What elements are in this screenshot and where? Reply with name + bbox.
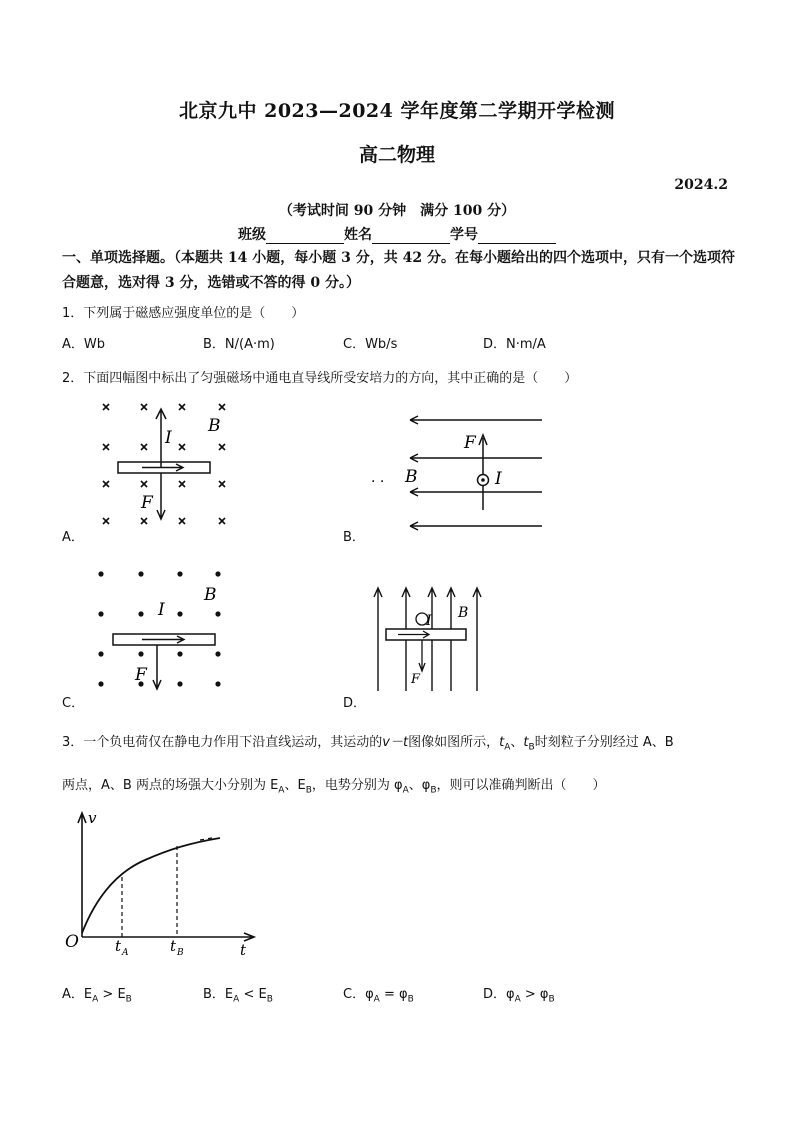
number-label: 学号 bbox=[450, 227, 478, 243]
force-arrow bbox=[419, 640, 425, 671]
label-i: I bbox=[165, 428, 172, 448]
y-axis-label: v bbox=[88, 809, 97, 827]
exam-info: （考试时间 90 分钟 满分 100 分） bbox=[278, 203, 516, 219]
q1-stem: 1．下列属于磁感应强度单位的是（ ） bbox=[62, 306, 305, 321]
q2-label-d[interactable]: D． bbox=[343, 696, 367, 711]
name-label: 姓名 bbox=[344, 227, 372, 243]
force-arrow bbox=[157, 473, 165, 519]
q3-option-b[interactable]: B．$E_A < E_B$ bbox=[203, 987, 273, 1005]
x-axis-label: t bbox=[240, 941, 247, 959]
force-arrow-up bbox=[479, 435, 487, 474]
student-fields bbox=[0, 224, 794, 244]
dot-field-marks bbox=[98, 571, 220, 686]
label-b: B bbox=[208, 416, 221, 436]
subject-title: 高二物理 bbox=[358, 144, 435, 166]
label-f: F bbox=[141, 493, 153, 513]
q1-option-b[interactable]: B．N/(A·m) bbox=[203, 337, 275, 352]
q1-option-c[interactable]: C．Wb/s bbox=[343, 337, 398, 352]
field-lines-left bbox=[410, 416, 542, 530]
force-arrow bbox=[153, 645, 161, 689]
exam-title: 北京九中 2023—2024 学年度第二学期开学检测 bbox=[179, 100, 615, 122]
q2-label-b[interactable]: B． bbox=[343, 530, 365, 545]
q3-stem-line1: 3．一个负电荷仅在静电力作用下沿直线运动，其运动的v－t图像如图所示，$t_A$、$t_B$时刻粒子分别经过 A、B bbox=[62, 735, 674, 753]
q2-stem: 2．下面四幅图中标出了匀强磁场中通电直导线所受安培力的方向，其中正确的是（ ） bbox=[62, 371, 578, 386]
q3-stem-line2: 两点，A、B 两点的场强大小分别为 $E_A$、$E_B$，电势分别为 $\varphi_A$、$\varphi_B$，则可以准确判断出（ ） bbox=[62, 778, 606, 796]
label-f: F bbox=[135, 665, 147, 685]
tick-ta-sub: A bbox=[122, 948, 129, 958]
q2-figure-c bbox=[90, 563, 230, 693]
label-b: B bbox=[458, 605, 469, 621]
label-i: I bbox=[495, 469, 502, 489]
q3-vt-graph bbox=[60, 805, 270, 965]
label-b: B bbox=[405, 467, 418, 487]
section-heading: 一、单项选择题。（本题共 14 小题，每小题 3 分，共 42 分。在每小题给出的四个选项中，只有一个选项符合题意，选对得 3 分，选错或不答的得 0 分。） bbox=[62, 250, 735, 291]
label-i: I bbox=[426, 613, 432, 629]
tick-tb: t bbox=[170, 937, 177, 955]
q3-option-c[interactable]: C．$\varphi_A = \varphi_B$ bbox=[343, 987, 414, 1005]
q1-option-a[interactable]: A．Wb bbox=[62, 337, 105, 352]
origin-label: O bbox=[65, 932, 79, 952]
q3-option-d[interactable]: D．$\varphi_A > \varphi_B$ bbox=[483, 987, 555, 1005]
q2-figure-a bbox=[90, 395, 240, 535]
q2-label-c[interactable]: C． bbox=[62, 696, 85, 711]
class-blank[interactable] bbox=[266, 229, 344, 244]
vt-curve bbox=[82, 838, 220, 933]
q3-option-a[interactable]: A．$E_A > E_B$ bbox=[62, 987, 132, 1005]
tick-ta: t bbox=[115, 937, 122, 955]
class-label: 班级 bbox=[238, 227, 266, 243]
dot-marks: . . bbox=[371, 470, 385, 486]
t-axis bbox=[82, 933, 254, 941]
name-blank[interactable] bbox=[372, 229, 450, 244]
number-blank[interactable] bbox=[478, 229, 556, 244]
label-i: I bbox=[158, 600, 165, 620]
tick-tb-sub: B bbox=[177, 948, 184, 958]
v-axis bbox=[78, 813, 86, 937]
q2-figure-d bbox=[370, 585, 495, 695]
label-b: B bbox=[204, 585, 217, 605]
exam-date: 2024.2 bbox=[674, 177, 728, 193]
label-f: F bbox=[411, 672, 421, 687]
q1-option-d[interactable]: D．N·m/A bbox=[483, 337, 546, 352]
q2-figure-b bbox=[365, 410, 550, 535]
q2-label-a[interactable]: A． bbox=[62, 530, 84, 545]
label-f: F bbox=[464, 433, 476, 453]
